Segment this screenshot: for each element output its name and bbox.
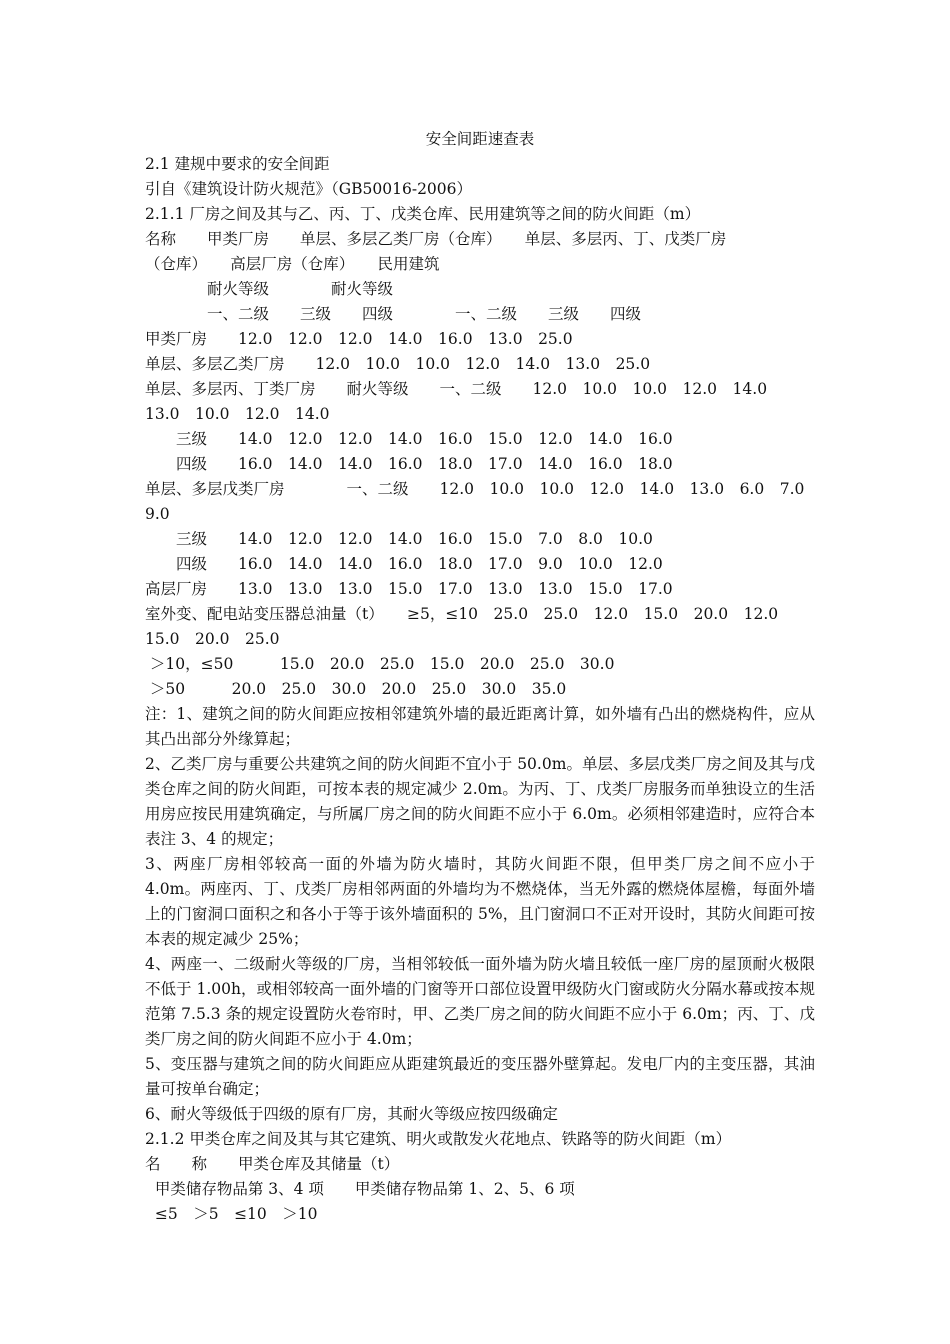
table1-row: 15.0 20.0 25.0	[145, 630, 280, 648]
section-heading-2-1: 2.1 建规中要求的安全间距	[145, 155, 330, 173]
table1-row: 四级 16.0 14.0 14.0 16.0 18.0 17.0 9.0 10.0 12.0	[145, 555, 663, 573]
table1-header-line: 名称 甲类厂房 单层、多层乙类厂房（仓库） 单层、多层丙、丁、戊类厂房	[145, 230, 727, 248]
table1-row: 单层、多层丙、丁类厂房 耐火等级 一、二级 12.0 10.0 10.0 12.0 14.0	[145, 380, 768, 398]
note-paragraph: 3、两座厂房相邻较高一面的外墙为防火墙时，其防火间距不限，但甲类厂房之间不应小于 4.0m。两座丙、丁、戊类厂房相邻两面的外墙均为不燃烧体，当无外露的燃烧体屋檐，每面外墙上的门窗洞口面积之和各小于等于该外墙面积的 5%，且门窗洞口不正对开设时，其防火间距可按本表的规定减少 25%；	[145, 855, 815, 948]
document-page	[145, 127, 815, 1227]
note-paragraph: 5、变压器与建筑之间的防火间距应从距建筑最近的变压器外壁算起。发电厂内的主变压器，其油量可按单台确定；	[145, 1055, 815, 1098]
table1-row: 高层厂房 13.0 13.0 13.0 15.0 17.0 13.0 13.0 15.0 17.0	[145, 580, 673, 598]
table1-row: ＞10，≤50 15.0 20.0 25.0 15.0 20.0 25.0 30.0	[145, 655, 615, 673]
table2-header	[145, 1152, 815, 1227]
notes	[145, 702, 815, 1127]
table1-row: 室外变、配电站变压器总油量（t） ≥5，≤10 25.0 25.0 12.0 15.0 20.0 12.0	[145, 605, 779, 623]
table1-row: 三级 14.0 12.0 12.0 14.0 16.0 15.0 12.0 14.0 16.0	[145, 430, 673, 448]
table1-row: 单层、多层戊类厂房 一、二级 12.0 10.0 10.0 12.0 14.0 13.0 6.0 7.0	[145, 480, 805, 498]
table1-row: 13.0 10.0 12.0 14.0	[145, 405, 330, 423]
table1-row: 甲类厂房 12.0 12.0 12.0 14.0 16.0 13.0 25.0	[145, 330, 573, 348]
table1-row: ＞50 20.0 25.0 30.0 20.0 25.0 30.0 35.0	[145, 680, 567, 698]
table1-row: 9.0	[145, 505, 170, 523]
table1-header-line: （仓库） 高层厂房（仓库） 民用建筑	[145, 255, 440, 273]
table1-header-line: 一、二级 三级 四级 一、二级 三级 四级	[145, 305, 642, 323]
table2-header-line: ≤5 ＞5 ≤10 ＞10	[145, 1205, 318, 1223]
note-paragraph: 2、乙类厂房与重要公共建筑之间的防火间距不宜小于 50.0m。单层、多层戊类厂房之间及其与戊类仓库之间的防火间距，可按本表的规定减少 2.0m。为丙、丁、戊类厂房服务而单独设立的生活用房应按民用建筑确定，与所属厂房之间的防火间距不应小于 6.0m。必须相邻建造时，应符合本表注 3、4 的规定；	[145, 755, 815, 848]
table2-header-line: 名 称 甲类仓库及其储量（t）	[145, 1155, 400, 1173]
citation-line: 引自《建筑设计防火规范》（GB50016-2006）	[145, 180, 473, 198]
table1-row: 三级 14.0 12.0 12.0 14.0 16.0 15.0 7.0 8.0 10.0	[145, 530, 653, 548]
table1-header	[145, 227, 815, 327]
document-title: 安全间距速查表	[425, 130, 535, 148]
table2-header-line: 甲类储存物品第 3、4 项 甲类储存物品第 1、2、5、6 项	[145, 1180, 575, 1198]
section-heading-2-1-1: 2.1.1 厂房之间及其与乙、丙、丁、戊类仓库、民用建筑等之间的防火间距（m）	[145, 205, 701, 223]
table1-body	[145, 327, 815, 702]
section-heading-2-1-2: 2.1.2 甲类仓库之间及其与其它建筑、明火或散发火花地点、铁路等的防火间距（m）	[145, 1130, 732, 1148]
table1-row: 单层、多层乙类厂房 12.0 10.0 10.0 12.0 14.0 13.0 25.0	[145, 355, 651, 373]
table1-header-line: 耐火等级 耐火等级	[145, 280, 394, 298]
note-paragraph: 4、两座一、二级耐火等级的厂房，当相邻较低一面外墙为防火墙且较低一座厂房的屋顶耐火极限不低于 1.00h，或相邻较高一面外墙的门窗等开口部位设置甲级防火门窗或防火分隔水幕或按本规范第 7.5.3 条的规定设置防火卷帘时，甲、乙类厂房之间的防火间距不应小于 6.0m；丙、丁、戊类厂房之间的防火间距不应小于 4.0m；	[145, 955, 815, 1048]
note-paragraph: 注：1、建筑之间的防火间距应按相邻建筑外墙的最近距离计算，如外墙有凸出的燃烧构件，应从其凸出部分外缘算起；	[145, 705, 815, 748]
note-paragraph: 6、耐火等级低于四级的原有厂房，其耐火等级应按四级确定	[145, 1105, 558, 1123]
table1-row: 四级 16.0 14.0 14.0 16.0 18.0 17.0 14.0 16.0 18.0	[145, 455, 673, 473]
